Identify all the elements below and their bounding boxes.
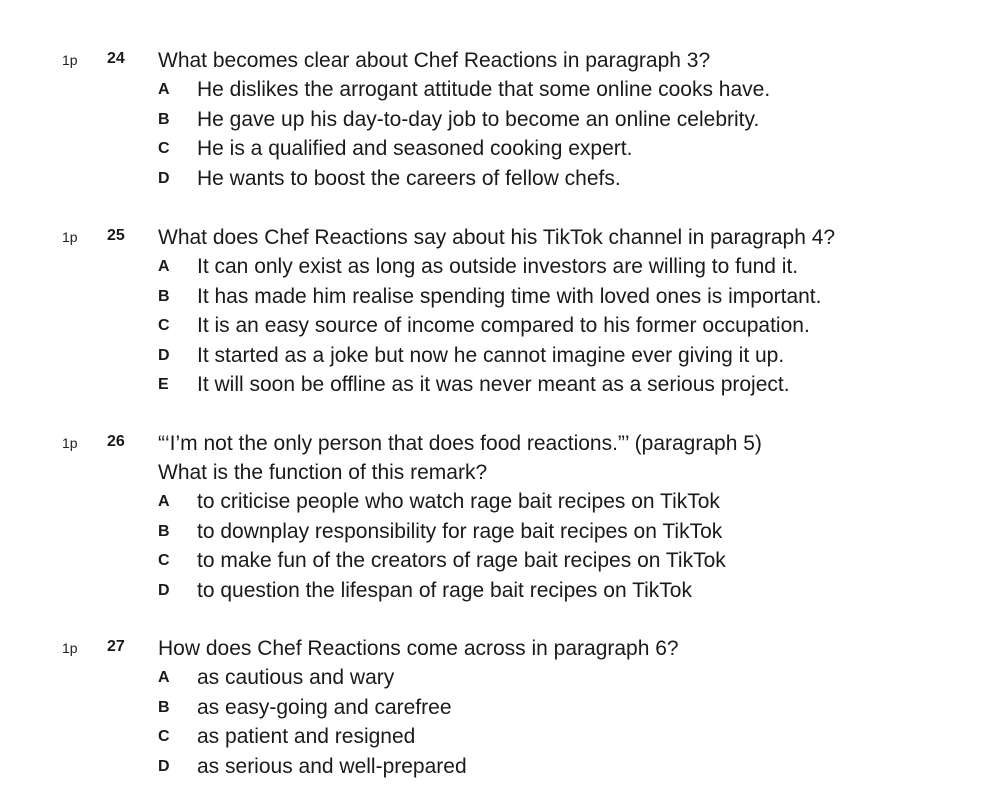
option-text: to downplay responsibility for rage bait recipes on TikTok	[197, 519, 723, 543]
question-stem	[158, 634, 679, 663]
option-letter: C	[158, 552, 170, 569]
option-text: He dislikes the arrogant attitude that some online cooks have.	[197, 78, 771, 101]
option-letter: B	[158, 110, 170, 128]
option-letter: D	[158, 581, 170, 599]
question-number: 26	[107, 433, 125, 450]
option-letter: A	[158, 493, 170, 510]
option-letter: D	[158, 346, 170, 364]
option-text: He wants to boost the careers of fellow chefs.	[197, 166, 621, 190]
option-letter: A	[158, 669, 170, 686]
option-text: It has made him realise spending time with loved ones is important.	[197, 284, 822, 308]
stem-line: What is the function of this remark?	[158, 461, 488, 484]
stem-line: “‘I’m not the only person that does food reactions.”’ (paragraph 5)	[158, 432, 762, 455]
option-text: to question the lifespan of rage bait recipes on TikTok	[197, 578, 692, 602]
question-points: 1p	[62, 435, 78, 451]
option-text: to criticise people who watch rage bait recipes on TikTok	[197, 490, 720, 513]
question-stem	[158, 429, 762, 487]
option-text: It can only exist as long as outside investors are willing to fund it.	[197, 255, 799, 278]
option-letter: C	[158, 317, 170, 334]
option-letter: A	[158, 258, 170, 275]
question-number: 25	[107, 227, 125, 244]
option-letter: B	[158, 522, 170, 540]
option-letter: C	[158, 140, 170, 157]
option-text: He gave up his day-to-day job to become an online celebrity.	[197, 107, 760, 131]
option-letter: B	[158, 287, 170, 305]
stem-line: How does Chef Reactions come across in paragraph 6?	[158, 637, 679, 660]
option-text: It is an easy source of income compared to his former occupation.	[197, 314, 810, 337]
option-letter: A	[158, 81, 170, 98]
option-text: as serious and well-prepared	[197, 754, 467, 778]
stem-line: What becomes clear about Chef Reactions in paragraph 3?	[158, 49, 711, 72]
option-letter: B	[158, 698, 170, 716]
question-points: 1p	[62, 640, 78, 656]
question-points: 1p	[62, 52, 78, 68]
option-text: It started as a joke but now he cannot imagine ever giving it up.	[197, 343, 785, 367]
question-stem	[158, 223, 835, 252]
option-letter: D	[158, 169, 170, 187]
option-text: as easy-going and carefree	[197, 695, 452, 719]
option-text: It will soon be offline as it was never meant as a serious project.	[197, 373, 790, 396]
option-text: as cautious and wary	[197, 666, 395, 689]
option-text: He is a qualified and seasoned cooking expert.	[197, 137, 633, 160]
question-number: 24	[107, 50, 125, 67]
option-letter: C	[158, 728, 170, 745]
option-letter: E	[158, 376, 169, 393]
stem-line: What does Chef Reactions say about his TikTok channel in paragraph 4?	[158, 226, 836, 249]
option-text: as patient and resigned	[197, 725, 416, 748]
question-points: 1p	[62, 229, 78, 245]
option-letter: D	[158, 757, 170, 775]
question-stem	[158, 46, 710, 75]
question-number: 27	[107, 638, 125, 655]
option-text: to make fun of the creators of rage bait recipes on TikTok	[197, 549, 726, 572]
